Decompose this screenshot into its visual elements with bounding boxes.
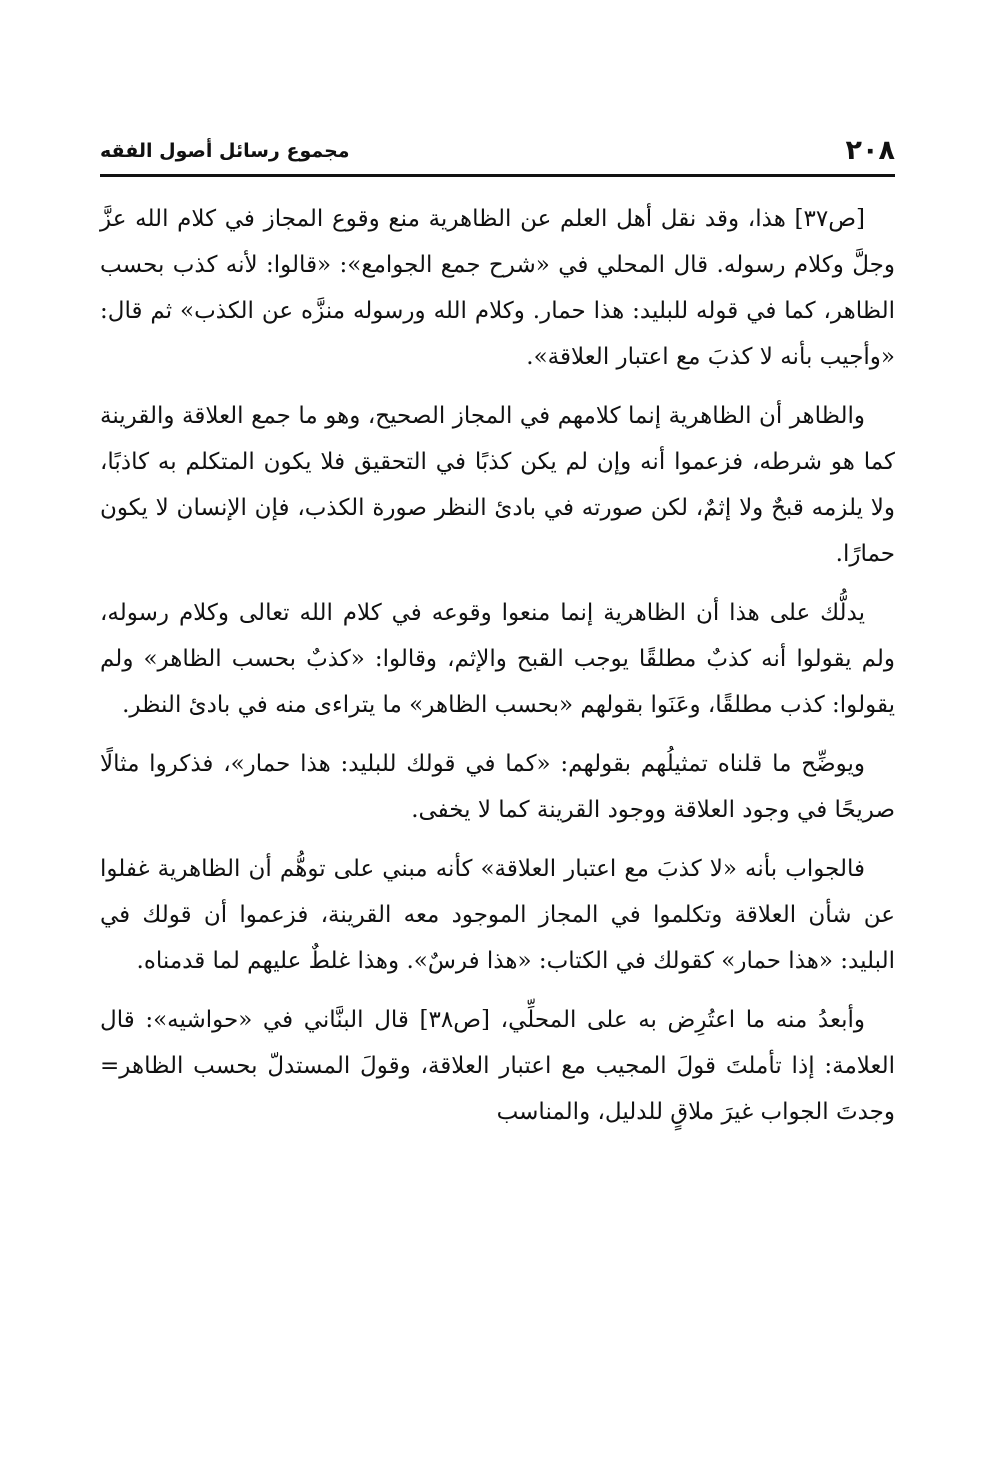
body-text [100, 196, 895, 1148]
page-number: ٢٠٨ [845, 135, 895, 166]
paragraph: [ص٣٧] هذا، وقد نقل أهل العلم عن الظاهرية منع وقوع المجاز في كلام الله عزَّ وجلَّ وكلام رسوله. قال المحلي في «شرح جمع الجوامع»: «قالوا: لأنه كذب بحسب الظاهر، كما في قوله للبليد: هذا حمار. وكلام الله ورسوله منزَّه عن الكذب» ثم قال: «وأجيب بأنه لا كذبَ مع اعتبار العلاقة». [100, 206, 895, 370]
paragraph: والظاهر أن الظاهرية إنما كلامهم في المجاز الصحيح، وهو ما جمع العلاقة والقرينة كما هو شرطه، فزعموا أنه وإن لم يكن كذبًا في التحقيق فلا يكون المتكلم به كاذبًا، ولا يلزمه قبحٌ ولا إثمٌ، لكن صورته في بادئ النظر صورة الكذب، فإن الإنسان لا يكون حمارًا. [100, 403, 895, 567]
paragraph: يدلُّك على هذا أن الظاهرية إنما منعوا وقوعه في كلام الله تعالى وكلام رسوله، ولم يقولوا أنه كذبٌ مطلقًا يوجب القبح والإثم، وقالوا: «كذبٌ بحسب الظاهر» ولم يقولوا: كذب مطلقًا، وعَنَوا بقولهم «بحسب الظاهر» ما يتراءى منه في بادئ النظر. [100, 600, 895, 718]
paragraph: فالجواب بأنه «لا كذبَ مع اعتبار العلاقة» كأنه مبني على توهُّم أن الظاهرية غفلوا عن شأن العلاقة وتكلموا في المجاز الموجود معه القرينة، فزعموا أن قولك في البليد: «هذا حمار» كقولك في الكتاب: «هذا فرسٌ». وهذا غلطٌ عليهم لما قدمناه. [100, 856, 895, 974]
page-header [100, 132, 895, 172]
running-title: مجموع رسائل أصول الفقه [100, 140, 350, 162]
header-rule [100, 174, 895, 177]
paragraph: وأبعدُ منه ما اعتُرِض به على المحلِّي، [ص٣٨] قال البنَّاني في «حواشيه»: قال العلامة: إذا تأملتَ قولَ المجيب مع اعتبار العلاقة، وقولَ المستدلّ بحسب الظاهر= وجدتَ الجواب غيرَ ملاقٍ للدليل، والمناسب [100, 1007, 896, 1125]
paragraph: ويوضِّح ما قلناه تمثيلُهم بقولهم: «كما في قولك للبليد: هذا حمار»، فذكروا مثالًا صريحًا في وجود العلاقة ووجود القرينة كما لا يخفى. [100, 751, 895, 823]
